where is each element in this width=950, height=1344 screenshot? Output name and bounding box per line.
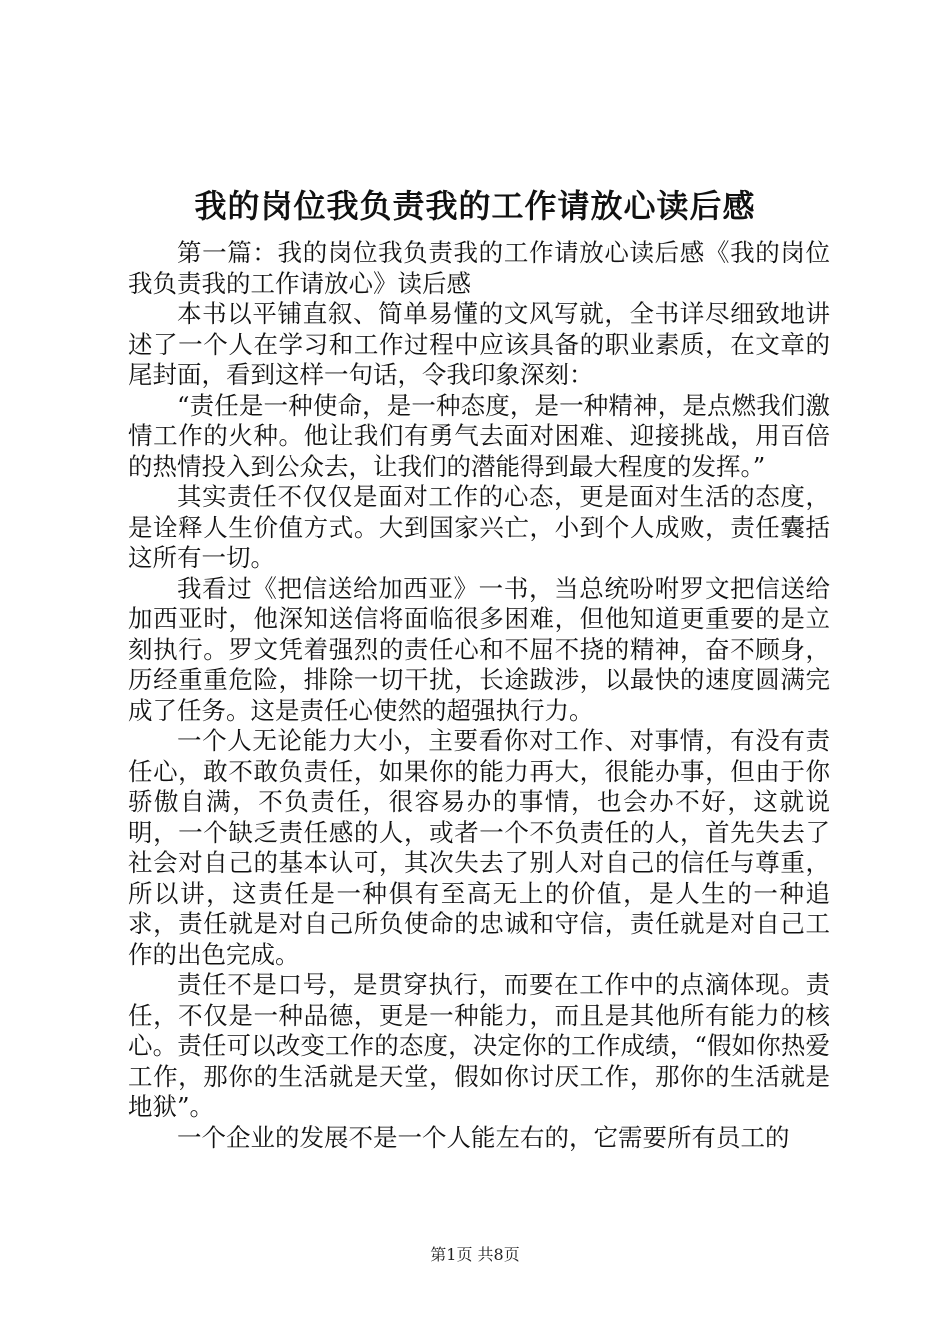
paragraph-6: 一个人无论能力大小，主要看你对工作、对事情，有没有责任心，敢不敢负责任，如果你的能力再大，很能办事，但由于你骄傲自满，不负责任，很容易办的事情，也会办不好，这就说明，一个缺乏责任感的人，或者一个不负责任的人，首先失去了社会对自己的基本认可，其次失去了别人对自己的信任与尊重，所以讲，这责任是一种俱有至高无上的价值，是人生的一种追求，责任就是对自己所负使命的忠诚和守信，责任就是对自己工作的出色完成。 bbox=[128, 726, 830, 969]
paragraph-5: 我看过《把信送给加西亚》一书，当总统吩咐罗文把信送给加西亚时，他深知送信将面临很多困难，但他知道更重要的是立刻执行。罗文凭着强烈的责任心和不屈不挠的精神，奋不顾身，历经重重危险，排除一切干扰，长途跋涉，以最快的速度圆满完成了任务。这是责任心使然的超强执行力。 bbox=[128, 573, 830, 725]
paragraph-2: 本书以平铺直叙、简单易懂的文风写就，全书详尽细致地讲述了一个人在学习和工作过程中应该具备的职业素质，在文章的尾封面，看到这样一句话，令我印象深刻： bbox=[128, 299, 830, 389]
paragraph-8: 一个企业的发展不是一个人能左右的，它需要所有员工的 bbox=[177, 1122, 790, 1152]
paragraph-3: “责任是一种使命，是一种态度，是一种精神，是点燃我们激情工作的火种。他让我们有勇气去面对困难、迎接挑战，用百倍的热情投入到公众去，让我们的潜能得到最大程度的发挥。” bbox=[128, 390, 830, 481]
paragraph-4: 其实责任不仅仅是面对工作的心态，更是面对生活的态度，是诠释人生价值方式。大到国家兴亡，小到个人成败，责任囊括这所有一切。 bbox=[128, 482, 830, 572]
page-number-footer: 第1页 共8页 bbox=[430, 1245, 520, 1264]
paragraph-1: 第一篇：我的岗位我负责我的工作请放心读后感《我的岗位我负责我的工作请放心》读后感 bbox=[128, 238, 830, 298]
document-title: 我的岗位我负责我的工作请放心读后感 bbox=[194, 187, 756, 225]
paragraph-7: 责任不是口号，是贯穿执行，而要在工作中的点滴体现。责任，不仅是一种品德，更是一种能力，而且是其他所有能力的核心。责任可以改变工作的态度，决定你的工作成绩，“假如你热爱工作，那你的生活就是天堂，假如你讨厌工作，那你的生活就是地狱”。 bbox=[128, 970, 830, 1121]
document-body bbox=[128, 238, 830, 1153]
